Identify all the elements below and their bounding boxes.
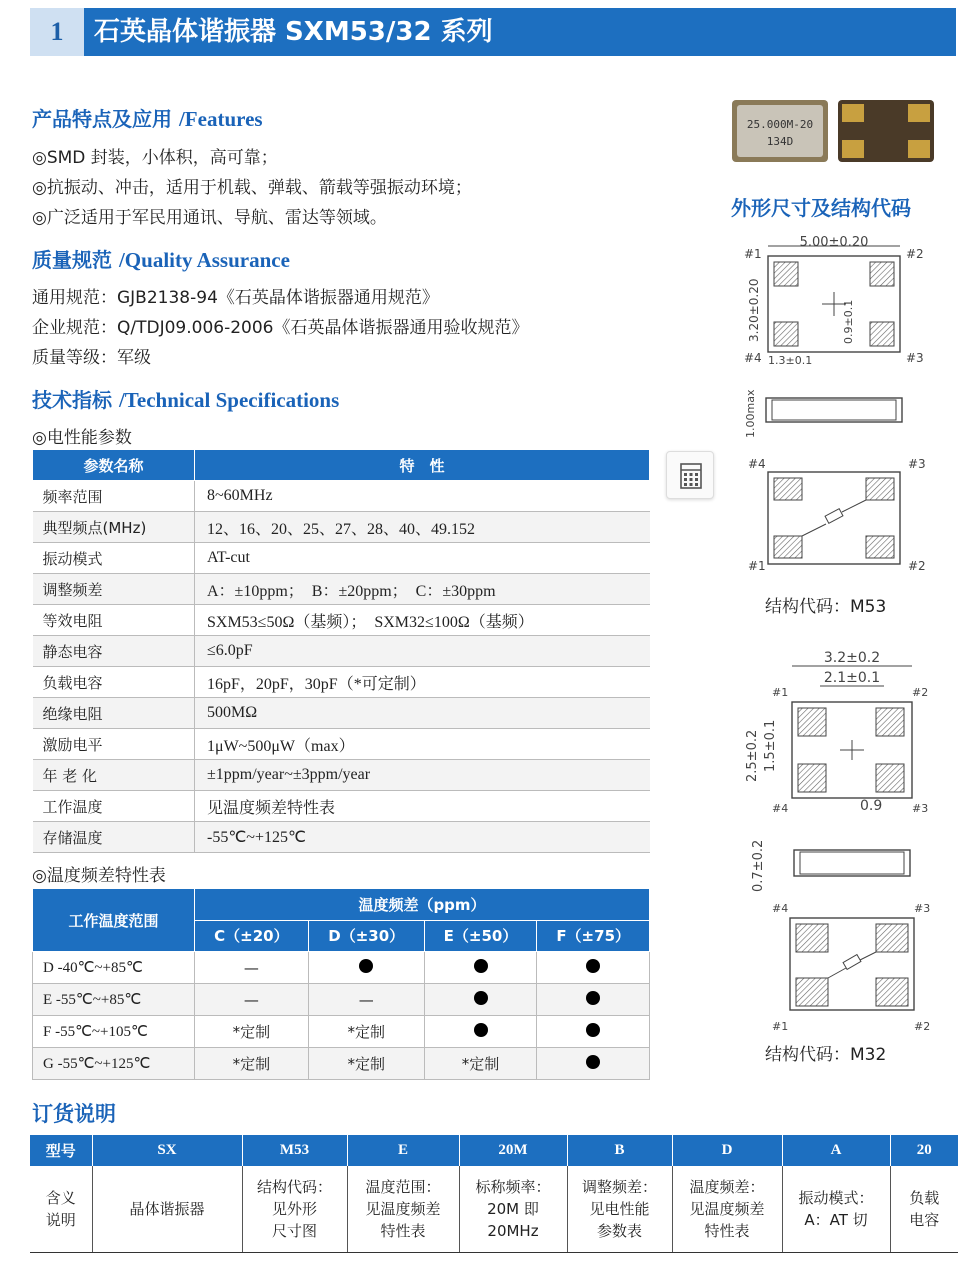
feature-item: ◎广泛适用于军民用通讯、导航、雷达等领域。	[32, 208, 387, 228]
table-row	[33, 1016, 650, 1048]
pin-label: #3	[912, 802, 929, 815]
temp-col-head: 工作温度范围	[33, 889, 195, 952]
available-dot-icon	[537, 952, 650, 984]
m53-caption: 结构代码：M53	[765, 597, 887, 617]
order-table	[30, 1135, 958, 1253]
table-header: 参数名称	[33, 450, 195, 481]
table-row	[33, 760, 650, 791]
order-heading: 订货说明	[32, 1102, 116, 1126]
temp-cell: *定制	[195, 1016, 309, 1048]
quality-heading	[32, 244, 290, 273]
dim-thickness: 0.7±0.2	[751, 839, 766, 892]
param-value: ±1ppm/year~±3ppm/year	[195, 760, 650, 791]
pin-label: #2	[908, 559, 926, 573]
tech-title-cn: 技术指标	[32, 388, 112, 412]
temp-range: E -55℃~+85℃	[33, 984, 195, 1016]
quality-title-cn: 质量规范	[32, 248, 112, 272]
m53-drawing	[730, 232, 950, 596]
temp-col: C（±20）	[195, 920, 309, 952]
quality-title-en: /Quality Assurance	[118, 248, 290, 272]
calculator-icon[interactable]	[666, 451, 714, 499]
dim-height: 2.5±0.2	[745, 729, 760, 782]
param-value: A：±10ppm； B：±20ppm； C：±30ppm	[195, 574, 650, 605]
pin-label: #4	[744, 351, 762, 365]
temp-range: G -55℃~+125℃	[33, 1048, 195, 1080]
order-meaning: 负载 电容	[890, 1166, 958, 1252]
order-header: B	[567, 1135, 672, 1166]
order-header: SX	[92, 1135, 242, 1166]
dim-gap: 0.9±0.1	[842, 299, 855, 344]
side-title: 外形尺寸及结构代码	[731, 196, 911, 220]
dim-pad: 1.3±0.1	[768, 354, 813, 367]
pin-label: #3	[914, 902, 931, 915]
pin-label: #2	[912, 686, 929, 699]
tech-title-en: /Technical Specifications	[118, 388, 340, 412]
table-row	[33, 574, 650, 605]
param-name: 年 老 化	[33, 760, 195, 791]
pin-label: #1	[748, 559, 766, 573]
order-meaning: 温度频差： 见温度频差 特性表	[672, 1166, 782, 1252]
available-dot-icon	[537, 1048, 650, 1080]
table-row	[33, 952, 650, 984]
temp-cell: *定制	[195, 1048, 309, 1080]
dim-pad: 0.9	[860, 798, 883, 814]
order-header: A	[782, 1135, 890, 1166]
table-row	[33, 984, 650, 1016]
param-value: 1μW~500μW（max）	[195, 729, 650, 760]
temp-cell: —	[308, 984, 424, 1016]
temp-col: E（±50）	[424, 920, 537, 952]
dot-icon	[474, 1023, 488, 1037]
param-name: 振动模式	[33, 543, 195, 574]
dim-thickness: 1.00max	[744, 389, 757, 438]
order-meaning: 标称频率： 20M 即 20MHz	[459, 1166, 567, 1252]
param-name: 存储温度	[33, 822, 195, 853]
param-value: -55℃~+125℃	[195, 822, 650, 853]
available-dot-icon	[537, 984, 650, 1016]
quality-item: 企业规范：Q/TDJ09.006-2006《石英晶体谐振器通用验收规范》	[32, 318, 529, 338]
temp-col: D（±30）	[308, 920, 424, 952]
pin-label: #3	[906, 351, 924, 365]
temp-cell: —	[195, 952, 309, 984]
order-meaning: 晶体谐振器	[92, 1166, 242, 1252]
m32-caption: 结构代码：M32	[765, 1045, 887, 1065]
order-meaning: 调整频差： 见电性能 参数表	[567, 1166, 672, 1252]
pin-label: #4	[772, 902, 789, 915]
order-header: 20M	[459, 1135, 567, 1166]
order-header: M53	[242, 1135, 347, 1166]
param-value: 12、16、20、25、27、28、40、49.152	[195, 512, 650, 543]
table-row	[33, 729, 650, 760]
param-value: 500MΩ	[195, 698, 650, 729]
dim-width: 3.2±0.2	[823, 650, 881, 666]
dot-icon	[474, 991, 488, 1005]
table-row	[33, 543, 650, 574]
pin-label: #3	[908, 457, 926, 471]
tech-heading	[32, 384, 339, 413]
chip-marking: 25.000M-20	[746, 118, 814, 131]
features-heading	[32, 103, 263, 132]
page-title: 石英晶体谐振器 SXM53/32 系列	[94, 17, 493, 47]
features-title-en: /Features	[178, 107, 263, 131]
dim-width: 5.00±0.20	[799, 235, 869, 250]
order-header: E	[347, 1135, 459, 1166]
page-header	[30, 8, 956, 56]
m32-drawing	[736, 644, 946, 1038]
param-value: 16pF，20pF，30pF（*可定制）	[195, 667, 650, 698]
pin-label: #4	[748, 457, 766, 471]
param-value: AT-cut	[195, 543, 650, 574]
dot-icon	[586, 991, 600, 1005]
temp-label: ◎温度频差特性表	[32, 866, 166, 886]
pin-label: #1	[772, 1020, 789, 1033]
available-dot-icon	[537, 1016, 650, 1048]
temp-range: D -40℃~+85℃	[33, 952, 195, 984]
table-row	[33, 698, 650, 729]
available-dot-icon	[424, 1016, 537, 1048]
temp-col: F（±75）	[537, 920, 650, 952]
available-dot-icon	[424, 984, 537, 1016]
temperature-table	[32, 888, 650, 1080]
temp-range: F -55℃~+105℃	[33, 1016, 195, 1048]
section-number: 1	[30, 8, 84, 56]
table-row	[33, 512, 650, 543]
feature-item: ◎抗振动、冲击，适用于机载、弹载、箭载等强振动环境；	[32, 178, 472, 198]
quality-item: 通用规范：GJB2138-94《石英晶体谐振器通用规范》	[32, 288, 439, 308]
param-value: 见温度频差特性表	[195, 791, 650, 822]
temp-group-head: 温度频差（ppm）	[195, 889, 650, 921]
order-meaning: 振动模式： A：AT 切	[782, 1166, 890, 1252]
param-name: 等效电阻	[33, 605, 195, 636]
features-title-cn: 产品特点及应用	[32, 107, 172, 131]
param-value: 8~60MHz	[195, 481, 650, 512]
order-header: D	[672, 1135, 782, 1166]
temp-cell: *定制	[308, 1016, 424, 1048]
pin-label: #2	[906, 247, 924, 261]
dot-icon	[586, 1023, 600, 1037]
temp-cell: *定制	[308, 1048, 424, 1080]
feature-item: ◎SMD 封装，小体积，高可靠；	[32, 148, 278, 168]
dim-width-inner: 2.1±0.1	[823, 670, 881, 686]
pin-label: #2	[914, 1020, 931, 1033]
param-name: 典型频点(MHz)	[33, 512, 195, 543]
pin-label: #1	[772, 686, 789, 699]
order-meaning: 结构代码： 见外形 尺寸图	[242, 1166, 347, 1252]
dot-icon	[474, 959, 488, 973]
pin-label: #1	[744, 247, 762, 261]
dim-height: 3.20±0.20	[747, 278, 761, 342]
order-header: 20	[890, 1135, 958, 1166]
electrical-table	[32, 449, 650, 853]
table-row	[33, 1048, 650, 1080]
order-header: 型号	[30, 1135, 92, 1166]
table-row	[33, 822, 650, 853]
param-name: 负载电容	[33, 667, 195, 698]
available-dot-icon	[308, 952, 424, 984]
order-meaning: 温度范围： 见温度频差 特性表	[347, 1166, 459, 1252]
temp-cell: *定制	[424, 1048, 537, 1080]
chip-marking: 134D	[766, 135, 794, 148]
table-row	[33, 481, 650, 512]
param-name: 频率范围	[33, 481, 195, 512]
product-photo	[728, 96, 938, 170]
param-name: 绝缘电阻	[33, 698, 195, 729]
param-name: 调整频差	[33, 574, 195, 605]
param-name: 工作温度	[33, 791, 195, 822]
dot-icon	[586, 1055, 600, 1069]
dot-icon	[586, 959, 600, 973]
quality-item: 质量等级：军级	[32, 348, 151, 368]
param-name: 静态电容	[33, 636, 195, 667]
param-value: ≤6.0pF	[195, 636, 650, 667]
temp-cell: —	[195, 984, 309, 1016]
available-dot-icon	[424, 952, 537, 984]
param-value: SXM53≤50Ω（基频）； SXM32≤100Ω（基频）	[195, 605, 650, 636]
table-row	[33, 667, 650, 698]
param-name: 激励电平	[33, 729, 195, 760]
dim-height-inner: 1.5±0.1	[763, 719, 778, 772]
table-row	[33, 791, 650, 822]
order-meaning: 含义 说明	[30, 1166, 92, 1252]
dot-icon	[359, 959, 373, 973]
pin-label: #4	[772, 802, 789, 815]
table-row	[33, 636, 650, 667]
electrical-label: ◎电性能参数	[32, 428, 132, 448]
table-row	[33, 605, 650, 636]
table-header: 特 性	[195, 450, 650, 481]
